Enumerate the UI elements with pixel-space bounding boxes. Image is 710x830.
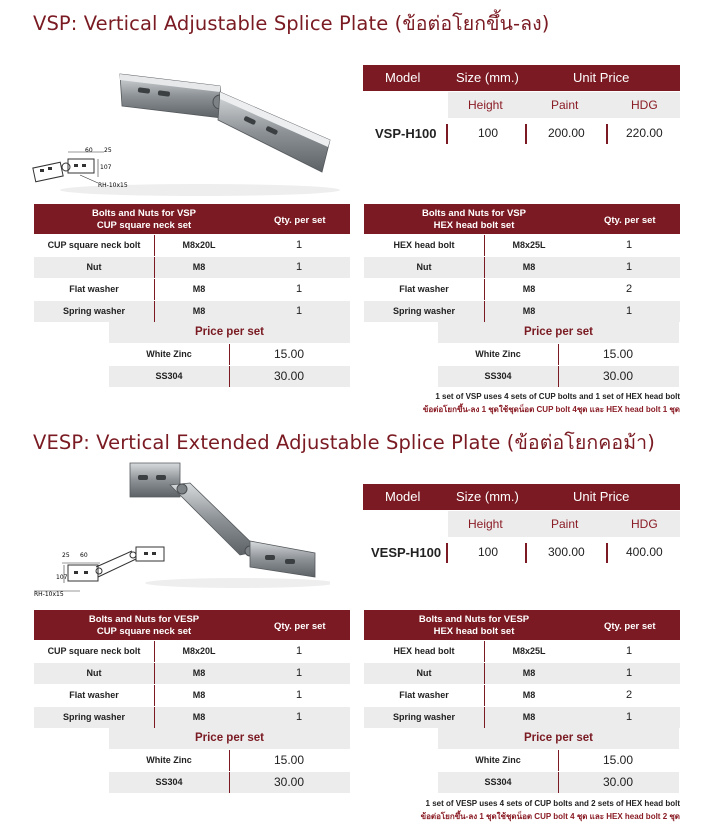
- finish-price: 15.00: [274, 347, 305, 361]
- finish-name: SS304: [484, 777, 512, 787]
- qty-label: Qty. per set: [274, 215, 326, 226]
- vsp-usage-note: [423, 392, 680, 416]
- table-row: [364, 235, 680, 256]
- item-qty: 1: [625, 261, 633, 273]
- item-name: HEX head bolt: [393, 646, 455, 656]
- unit-price-row: [363, 118, 680, 148]
- item-size: M8x20L: [182, 646, 216, 656]
- item-name: Spring washer: [62, 306, 125, 316]
- item-name: Spring washer: [62, 712, 125, 722]
- section-title-vesp: VESP: Vertical Extended Adjustable Splice Plate (ข้อต่อโยกคอม้า): [33, 431, 655, 454]
- paint-label: Paint: [551, 98, 579, 112]
- item-qty: 1: [625, 667, 633, 679]
- item-size: M8: [522, 668, 536, 678]
- column-divider: [229, 772, 230, 793]
- item-size: M8: [192, 262, 206, 272]
- item-size: M8: [522, 690, 536, 700]
- cup-header-line1: Bolts and Nuts for VESP: [88, 614, 200, 625]
- hdg-label: HDG: [631, 98, 658, 112]
- item-size: M8x20L: [182, 240, 216, 250]
- vesp-note-english: 1 set of VESP uses 4 sets of CUP bolts and 2 sets of HEX head bolt: [425, 799, 680, 808]
- table-row: [34, 685, 350, 706]
- vesp-dim-25: 25: [62, 552, 70, 559]
- vsp-technical-drawing: [32, 147, 152, 192]
- finish-price: 30.00: [603, 369, 634, 383]
- model-label: Model: [385, 489, 421, 504]
- column-divider: [558, 366, 559, 387]
- vsp-dim-60: 60: [85, 147, 93, 154]
- item-name: Spring washer: [392, 306, 455, 316]
- vsp-dim-107: 107: [100, 164, 112, 171]
- qty-label: Qty. per set: [604, 621, 656, 632]
- column-divider: [606, 124, 608, 144]
- hex-table-header: [364, 610, 680, 640]
- vesp-hex-price-table: [438, 728, 679, 793]
- price-row: [109, 344, 350, 365]
- unit-price-subheader: [448, 511, 680, 537]
- item-name: CUP square neck bolt: [47, 240, 141, 250]
- unit-price-subheader: [448, 92, 680, 118]
- finish-price: 15.00: [274, 753, 305, 767]
- item-size: M8: [192, 712, 206, 722]
- cup-header-line2: CUP square neck set: [96, 626, 192, 637]
- item-name: CUP square neck bolt: [47, 646, 141, 656]
- vesp-hex-bolt-table: [364, 610, 680, 728]
- vesp-usage-note: [421, 799, 680, 823]
- table-row: [364, 685, 680, 706]
- column-divider: [558, 344, 559, 365]
- table-row: [34, 707, 350, 728]
- item-qty: 1: [295, 689, 303, 701]
- item-qty: 1: [625, 239, 633, 251]
- table-row: [364, 663, 680, 684]
- hex-table-header: [364, 204, 680, 234]
- column-divider: [525, 124, 527, 144]
- table-row: [34, 235, 350, 256]
- unit-price-label: Unit Price: [573, 70, 630, 85]
- hex-header-line2: HEX head bolt set: [433, 626, 515, 637]
- column-divider: [446, 543, 448, 563]
- finish-name: SS304: [155, 777, 183, 787]
- table-row: [364, 279, 680, 300]
- column-divider: [606, 543, 608, 563]
- table-row: [364, 257, 680, 278]
- item-qty: 2: [625, 689, 633, 701]
- paint-value: 200.00: [548, 126, 585, 140]
- item-name: Nut: [416, 668, 432, 678]
- price-per-set-header: Price per set: [109, 728, 350, 749]
- item-name: HEX head bolt: [393, 240, 455, 250]
- price-row: [438, 750, 679, 771]
- column-divider: [229, 344, 230, 365]
- hdg-label: HDG: [631, 517, 658, 531]
- item-qty: 1: [625, 305, 633, 317]
- price-row: [438, 772, 679, 793]
- paint-label: Paint: [551, 517, 579, 531]
- hex-header-line2: HEX head bolt set: [433, 220, 515, 231]
- column-divider: [229, 750, 230, 771]
- cup-table-header: [34, 610, 350, 640]
- item-name: Nut: [86, 262, 102, 272]
- table-row: [364, 641, 680, 662]
- model-code: VSP-H100: [375, 126, 437, 141]
- unit-price-label: Unit Price: [573, 489, 630, 504]
- model-label: Model: [385, 70, 421, 85]
- table-row: [364, 301, 680, 322]
- item-size: M8x25L: [512, 240, 546, 250]
- item-name: Nut: [416, 262, 432, 272]
- item-qty: 1: [295, 667, 303, 679]
- table-row: [34, 663, 350, 684]
- section-title-vsp: VSP: Vertical Adjustable Splice Plate (ข้อต่อโยกขึ้น-ลง): [33, 12, 550, 35]
- vsp-cup-bolt-table: [34, 204, 350, 322]
- finish-name: White Zinc: [146, 755, 192, 765]
- item-name: Nut: [86, 668, 102, 678]
- vesp-technical-drawing: [32, 543, 172, 598]
- item-name: Flat washer: [399, 690, 449, 700]
- paint-value: 300.00: [548, 545, 585, 559]
- table-row: [34, 257, 350, 278]
- item-size: M8: [522, 284, 536, 294]
- qty-label: Qty. per set: [604, 215, 656, 226]
- item-name: Spring washer: [392, 712, 455, 722]
- vsp-unit-price-table: [363, 65, 680, 148]
- finish-name: White Zinc: [475, 755, 521, 765]
- price-row: [109, 366, 350, 387]
- table-row: [364, 707, 680, 728]
- item-size: M8: [522, 262, 536, 272]
- unit-price-row: [363, 537, 680, 567]
- qty-label: Qty. per set: [274, 621, 326, 632]
- vsp-dim-25: 25: [104, 147, 112, 154]
- price-per-set-header: Price per set: [438, 728, 679, 749]
- item-size: M8x25L: [512, 646, 546, 656]
- item-size: M8: [522, 306, 536, 316]
- item-size: M8: [192, 690, 206, 700]
- finish-name: White Zinc: [146, 349, 192, 359]
- column-divider: [525, 543, 527, 563]
- finish-price: 30.00: [603, 775, 634, 789]
- vsp-note-thai: ข้อต่อโยกขึ้น-ลง 1 ชุดใช้ชุดน็อต CUP bolt 4ชุด และ HEX head bolt 1 ชุด: [422, 405, 680, 414]
- finish-name: White Zinc: [475, 349, 521, 359]
- price-per-set-header: Price per set: [109, 322, 350, 343]
- table-row: [34, 301, 350, 322]
- price-row: [109, 750, 350, 771]
- height-label: Height: [468, 517, 503, 531]
- vsp-note-english: 1 set of VSP uses 4 sets of CUP bolts and 1 set of HEX head bolt: [435, 392, 680, 401]
- item-qty: 1: [295, 239, 303, 251]
- vsp-hex-bolt-table: [364, 204, 680, 322]
- finish-name: SS304: [155, 371, 183, 381]
- item-size: M8: [522, 712, 536, 722]
- finish-name: SS304: [484, 371, 512, 381]
- vesp-slot-label: RH-10x15: [34, 591, 64, 598]
- cup-header-line2: CUP square neck set: [96, 220, 192, 231]
- item-size: M8: [192, 306, 206, 316]
- price-row: [438, 344, 679, 365]
- size-label: Size (mm.): [456, 70, 519, 85]
- size-label: Size (mm.): [456, 489, 519, 504]
- item-qty: 1: [295, 645, 303, 657]
- hex-header-line1: Bolts and Nuts for VESP: [418, 614, 530, 625]
- hdg-value: 400.00: [626, 545, 663, 559]
- cup-header-line1: Bolts and Nuts for VSP: [92, 208, 196, 219]
- finish-price: 30.00: [274, 775, 305, 789]
- unit-price-header: [363, 65, 680, 91]
- item-qty: 1: [625, 645, 633, 657]
- item-size: M8: [192, 668, 206, 678]
- vesp-cup-bolt-table: [34, 610, 350, 728]
- item-qty: 1: [295, 305, 303, 317]
- column-divider: [558, 750, 559, 771]
- vesp-dim-107: 107: [56, 574, 68, 581]
- item-qty: 2: [625, 283, 633, 295]
- item-name: Flat washer: [69, 690, 119, 700]
- column-divider: [446, 124, 448, 144]
- item-qty: 1: [625, 711, 633, 723]
- column-divider: [229, 366, 230, 387]
- finish-price: 30.00: [274, 369, 305, 383]
- cup-table-header: [34, 204, 350, 234]
- vesp-unit-price-table: [363, 484, 680, 567]
- unit-price-header: [363, 484, 680, 510]
- item-name: Flat washer: [399, 284, 449, 294]
- item-qty: 1: [295, 711, 303, 723]
- finish-price: 15.00: [603, 347, 634, 361]
- vesp-note-thai: ข้อต่อโยกขึ้น-ลง 1 ชุดใช้ชุดน็อต CUP bolt 4 ชุด และ HEX head bolt 2 ชุด: [420, 812, 680, 821]
- item-qty: 1: [295, 261, 303, 273]
- price-row: [109, 772, 350, 793]
- hex-header-line1: Bolts and Nuts for VSP: [422, 208, 526, 219]
- vsp-hex-price-table: [438, 322, 679, 387]
- column-divider: [558, 772, 559, 793]
- vesp-cup-price-table: [109, 728, 350, 793]
- item-size: M8: [192, 284, 206, 294]
- item-name: Flat washer: [69, 284, 119, 294]
- model-code: VESP-H100: [371, 545, 442, 560]
- vesp-dim-60: 60: [80, 552, 88, 559]
- price-row: [438, 366, 679, 387]
- table-row: [34, 279, 350, 300]
- table-row: [34, 641, 350, 662]
- height-value: 100: [478, 126, 499, 140]
- hdg-value: 220.00: [626, 126, 663, 140]
- finish-price: 15.00: [603, 753, 634, 767]
- vsp-slot-label: RH-10x15: [98, 182, 128, 189]
- price-per-set-header: Price per set: [438, 322, 679, 343]
- height-label: Height: [468, 98, 503, 112]
- height-value: 100: [478, 545, 499, 559]
- vsp-cup-price-table: [109, 322, 350, 387]
- item-qty: 1: [295, 283, 303, 295]
